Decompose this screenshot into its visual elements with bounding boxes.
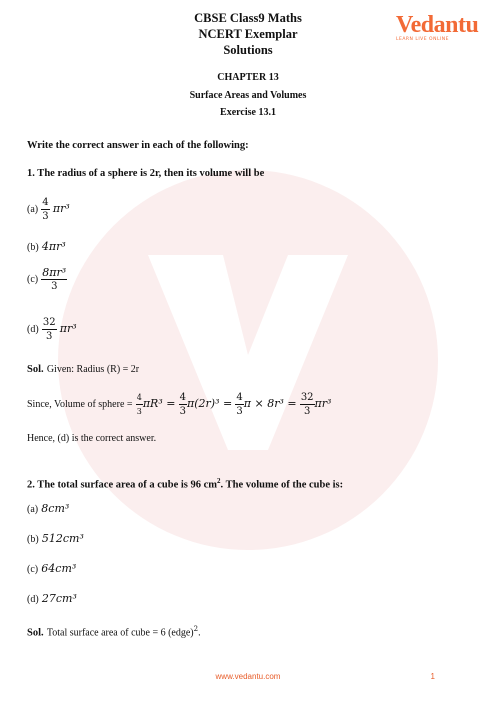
- vedantu-logo: [396, 12, 480, 42]
- option-label: (c): [27, 274, 39, 285]
- option-expr: πr³: [59, 322, 77, 335]
- option-label: (b): [27, 534, 39, 545]
- q1-option-d: [27, 316, 77, 343]
- header-line-2: NCERT Exemplar: [198, 27, 298, 41]
- footer-url[interactable]: www.vedantu.com: [215, 672, 281, 681]
- fraction: $\frac{32}{3}$: [42, 317, 56, 342]
- q1-option-a: [27, 196, 70, 223]
- sol-text: Given: Radius (R) = 2r: [46, 364, 140, 375]
- option-expr: 4πr³: [41, 240, 66, 253]
- q2-option-c: [27, 562, 76, 577]
- fraction: $\frac{\text{8πr³}}{3}$: [42, 266, 67, 292]
- q1-derivation: [27, 391, 331, 418]
- option-label: (c): [27, 564, 39, 575]
- superscript: 2: [217, 477, 221, 485]
- fraction: $\frac{4}{3}$: [42, 197, 49, 222]
- watermark-v-logo: [128, 235, 368, 465]
- option-expr: 64cm³: [41, 562, 77, 575]
- option-label: (d): [27, 324, 39, 335]
- derivation-part: π × 8r³ =: [243, 397, 297, 410]
- instruction: Write the correct answer in each of the following:: [27, 140, 249, 151]
- superscript: 2: [193, 625, 199, 633]
- q1-solution: [27, 363, 139, 377]
- option-label: (a): [27, 204, 39, 215]
- q2-option-a: [27, 502, 69, 517]
- logo-word: Vedantu: [396, 12, 479, 38]
- sol-text: .: [198, 627, 201, 639]
- sol-text: Total surface area of cube = 6 (edge): [46, 627, 194, 639]
- q1-option-b: [27, 240, 66, 255]
- fraction: $\frac{4}{3}$: [179, 392, 187, 417]
- question-2: [27, 474, 343, 493]
- q1-conclusion: Hence, (d) is the correct answer.: [27, 433, 157, 444]
- q2-option-b: [27, 532, 84, 547]
- header-line-3: Solutions: [223, 43, 273, 57]
- option-expr: 8cm³: [41, 502, 70, 515]
- chapter-name: Surface Areas and Volumes: [189, 90, 307, 101]
- option-expr: πr³: [52, 202, 70, 215]
- since-text: Since, Volume of sphere =: [27, 399, 133, 410]
- question-1: 1. The radius of a sphere is 2r, then its volume will be: [27, 168, 265, 179]
- exercise-title: Exercise 13.1: [220, 107, 276, 118]
- sol-label: Sol.: [27, 364, 44, 375]
- derivation-part: π(2r)³ =: [187, 397, 233, 410]
- option-expr: 27cm³: [41, 592, 77, 605]
- q2-option-d: [27, 592, 77, 607]
- header-line-1: CBSE Class9 Maths: [194, 11, 302, 25]
- chapter-number: CHAPTER 13: [217, 72, 279, 83]
- q2-solution: [27, 622, 201, 640]
- fraction: $\frac{32}{3}$: [300, 392, 314, 417]
- derivation-part: πr³: [314, 397, 332, 410]
- option-label: (d): [27, 594, 39, 605]
- option-expr: 512cm³: [41, 532, 84, 545]
- logo-tagline: LEARN LIVE ONLINE: [396, 37, 449, 42]
- q1-option-c: [27, 266, 67, 293]
- option-label: (a): [27, 504, 39, 515]
- derivation-part: πR³ =: [142, 397, 176, 410]
- question-text: . The volume of the cube is:: [220, 479, 344, 491]
- sol-label: Sol.: [27, 627, 44, 639]
- question-text: 2. The total surface area of a cube is 96 cm: [27, 479, 218, 491]
- page-number: 1: [430, 672, 435, 681]
- fraction: $\frac{4}{3}$: [236, 392, 243, 417]
- fraction: $\frac{4}{3}$: [136, 393, 142, 416]
- option-label: (b): [27, 242, 39, 253]
